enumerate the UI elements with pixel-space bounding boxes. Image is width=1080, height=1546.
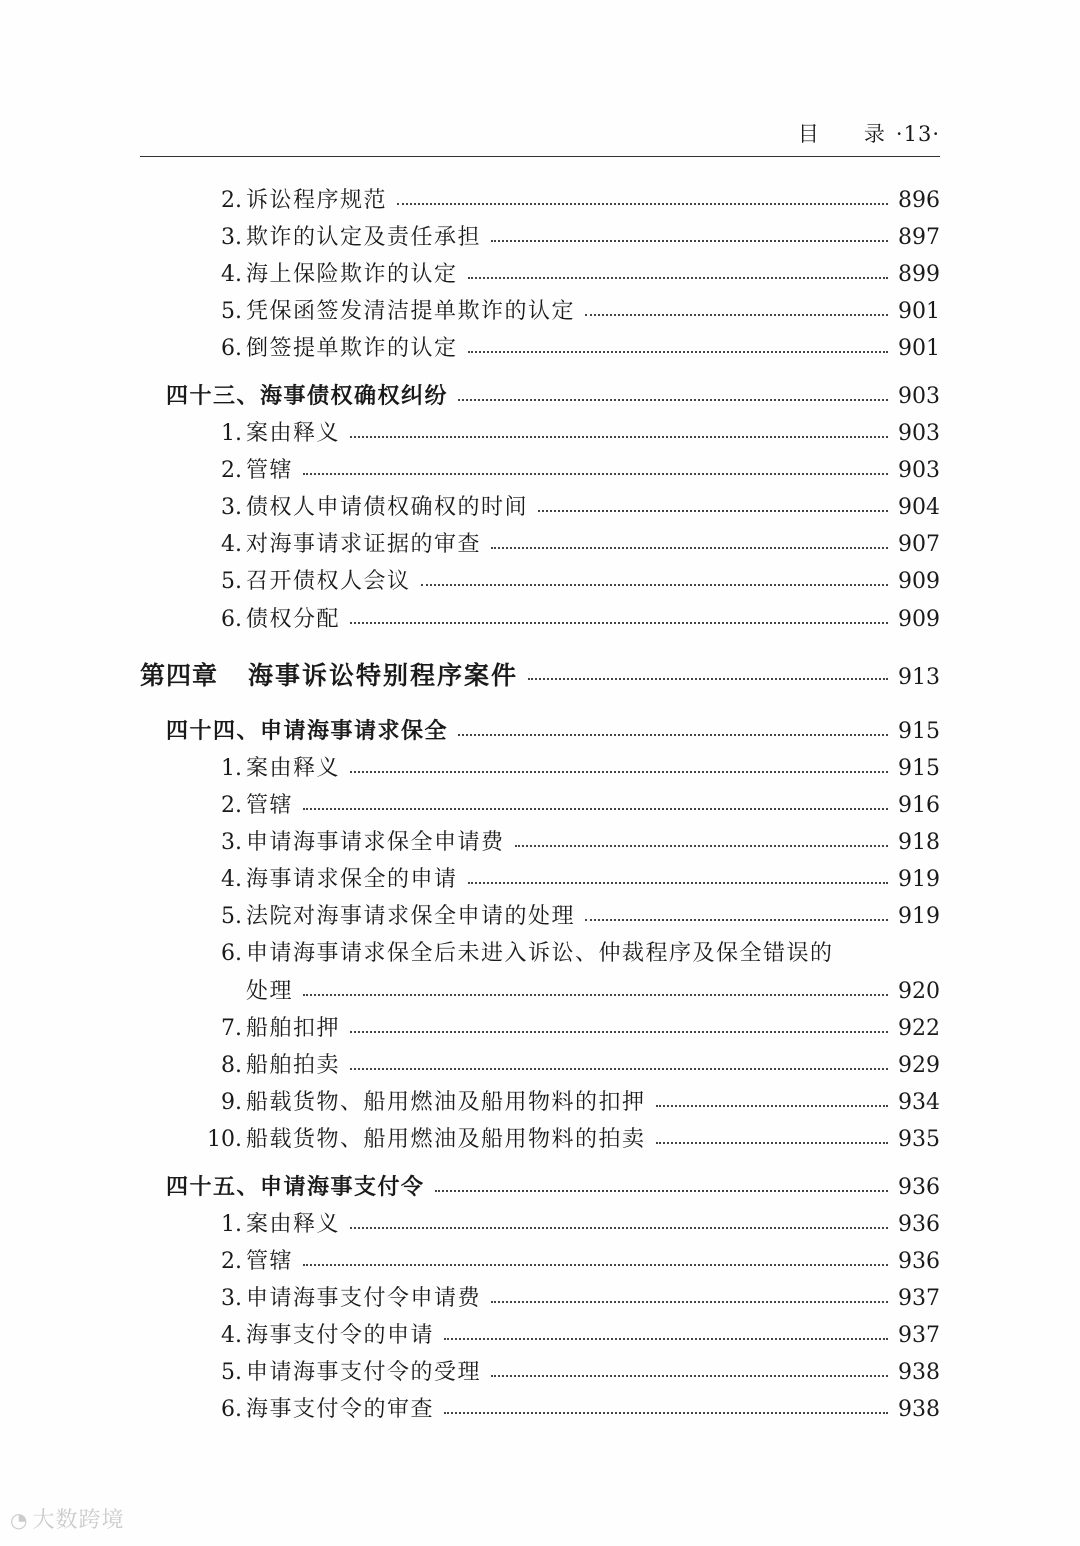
entry-number: 2. [221,458,242,483]
entry-title: 海事请求保全的申请 [246,867,458,892]
dot-leader [350,622,888,624]
entry-number: 3. [221,225,242,250]
entry-page: 909 [898,607,940,632]
entry-page: 936 [898,1175,940,1200]
toc-entry[interactable] [212,865,940,895]
entry-page: 916 [898,793,940,818]
entry-page: 896 [898,188,940,213]
dot-leader [468,882,888,884]
entry-title: 处理 [246,979,294,1004]
toc-entry[interactable] [212,186,940,216]
entry-number: 3. [221,495,242,520]
dot-leader [444,1412,888,1414]
dot-leader [515,845,888,847]
toc-entry[interactable] [212,223,940,253]
entry-page: 922 [898,1016,940,1041]
entry-page: 919 [898,904,940,929]
entry-page: 903 [898,458,940,483]
entry-page: 897 [898,225,940,250]
entry-page: 901 [898,299,940,324]
entry-title: 海上保险欺诈的认定 [246,262,458,287]
watermark [10,1503,124,1534]
entry-page: 903 [898,384,940,409]
section-title: 四十五、申请海事支付令 [166,1175,425,1200]
entry-number: 4. [221,532,242,557]
section-title: 四十四、申请海事请求保全 [166,719,449,744]
entry-page: 907 [898,532,940,557]
entry-page: 929 [898,1053,940,1078]
entry-number: 4. [221,262,242,287]
entry-title: 倒签提单欺诈的认定 [246,336,458,361]
header-label-2: 录 [863,122,886,146]
toc-chapter-entry[interactable] [140,661,940,691]
entry-number: 5. [221,299,242,324]
dot-leader [350,1031,888,1033]
dot-leader [350,1068,888,1070]
entry-page: 913 [898,665,940,690]
entry-title: 案由释义 [246,756,341,781]
entry-page: 936 [898,1212,940,1237]
dot-leader [444,1338,888,1340]
dot-leader [656,1142,888,1144]
toc-entry[interactable] [212,754,940,784]
entry-title: 船舶扣押 [246,1016,341,1041]
dot-leader [303,994,888,996]
header-page-number: ·13· [895,122,940,146]
entry-page: 934 [898,1090,940,1115]
entry-title: 法院对海事请求保全申请的处理 [246,904,576,929]
entry-title: 申请海事请求保全后未进入诉讼、仲裁程序及保全错误的 [246,941,834,966]
toc-entry[interactable] [212,419,940,449]
toc-entry[interactable] [212,334,940,364]
entry-page: 904 [898,495,940,520]
entry-title: 申请海事请求保全申请费 [246,830,505,855]
toc-entry[interactable] [212,1051,940,1081]
entry-page: 938 [898,1397,940,1422]
toc-entry[interactable] [212,902,940,932]
chapter-label: 第四章 [140,661,219,690]
toc-entry[interactable] [202,1125,940,1155]
dot-leader [468,277,888,279]
entry-number: 6. [221,941,242,966]
toc-entry[interactable] [212,828,940,858]
entry-number: 5. [221,569,242,594]
entry-page: 915 [898,719,940,744]
entry-title: 案由释义 [246,1212,341,1237]
entry-number: 8. [221,1053,242,1078]
toc-entry[interactable] [212,605,940,635]
toc-entry[interactable] [212,1088,940,1118]
toc-entry-continuation[interactable] [246,977,940,1007]
entry-page: 915 [898,756,940,781]
entry-title: 对海事请求证据的审查 [246,532,482,557]
dot-leader [458,399,888,401]
entry-number: 1. [221,1212,242,1237]
dot-leader [303,808,888,810]
entry-title: 债权人申请债权确权的时间 [246,495,529,520]
toc-entry[interactable] [212,456,940,486]
toc-entry[interactable] [212,1210,940,1240]
entry-title: 案由释义 [246,421,341,446]
entry-title: 申请海事支付令的受理 [246,1360,482,1385]
entry-number: 1. [221,756,242,781]
entry-title: 管辖 [246,458,294,483]
watermark-text: 大数跨境 [32,1508,125,1533]
entry-title: 欺诈的认定及责任承担 [246,225,482,250]
entry-number: 10. [207,1127,242,1152]
toc-section-entry[interactable] [166,717,940,747]
entry-number: 3. [221,830,242,855]
dot-leader [303,1264,888,1266]
toc-entry[interactable] [212,1321,940,1351]
entry-page: 909 [898,569,940,594]
entry-page: 935 [898,1127,940,1152]
dot-leader [350,1227,888,1229]
entry-number: 5. [221,904,242,929]
dot-leader [491,1301,888,1303]
toc-entry[interactable] [212,1358,940,1388]
dot-leader [528,678,888,680]
entry-number: 6. [221,1397,242,1422]
header-rule [140,156,940,157]
toc-section-entry[interactable] [166,1173,940,1203]
entry-number: 4. [221,1323,242,1348]
dot-leader [491,1375,888,1377]
dot-leader [458,734,888,736]
entry-title: 海事支付令的申请 [246,1323,435,1348]
watermark-logo-icon: ◔ [10,1508,29,1532]
toc-entry[interactable] [212,1284,940,1314]
toc-entry[interactable] [212,567,940,597]
dot-leader [491,240,888,242]
toc-entry[interactable] [212,1014,940,1044]
entry-title: 申请海事支付令申请费 [246,1286,482,1311]
entry-title: 船舶拍卖 [246,1053,341,1078]
entry-page: 918 [898,830,940,855]
entry-title: 凭保函签发清洁提单欺诈的认定 [246,299,576,324]
toc-entry[interactable] [212,297,940,327]
entry-title: 管辖 [246,1249,294,1274]
entry-page: 901 [898,336,940,361]
entry-title: 船载货物、船用燃油及船用物料的扣押 [246,1090,646,1115]
toc-entry[interactable] [212,493,940,523]
entry-number: 1. [221,421,242,446]
dot-leader [350,436,888,438]
entry-title: 召开债权人会议 [246,569,411,594]
dot-leader [397,203,888,205]
entry-title: 船载货物、船用燃油及船用物料的拍卖 [246,1127,646,1152]
entry-number: 2. [221,793,242,818]
dot-leader [435,1190,888,1192]
entry-page: 936 [898,1249,940,1274]
entry-page: 903 [898,421,940,446]
toc-section-entry[interactable] [166,382,940,412]
entry-number: 2. [221,1249,242,1274]
running-header [140,118,940,148]
dot-leader [656,1105,888,1107]
dot-leader [468,351,888,353]
entry-title: 管辖 [246,793,294,818]
entry-page: 937 [898,1323,940,1348]
dot-leader [491,547,888,549]
entry-number: 5. [221,1360,242,1385]
entry-page: 919 [898,867,940,892]
entry-number: 3. [221,1286,242,1311]
toc-entry[interactable] [212,530,940,560]
entry-page: 920 [898,979,940,1004]
toc-entry[interactable] [212,260,940,290]
entry-number: 7. [221,1016,242,1041]
entry-page: 938 [898,1360,940,1385]
entry-number: 6. [221,607,242,632]
entry-number: 9. [221,1090,242,1115]
entry-title: 海事支付令的审查 [246,1397,435,1422]
dot-leader [585,919,888,921]
entry-page: 937 [898,1286,940,1311]
toc-entry[interactable] [212,1247,940,1277]
chapter-title: 海事诉讼特别程序案件 [248,661,519,690]
entry-title: 诉讼程序规范 [246,188,388,213]
entry-number: 6. [221,336,242,361]
entry-number: 2. [221,188,242,213]
entry-title: 债权分配 [246,607,341,632]
entry-number: 4. [221,867,242,892]
header-label-1: 目 [797,122,820,146]
section-title: 四十三、海事债权确权纠纷 [166,384,449,409]
dot-leader [421,584,888,586]
entry-page: 899 [898,262,940,287]
toc-entry[interactable] [212,791,940,821]
dot-leader [538,510,888,512]
dot-leader [585,314,888,316]
toc-entry-wrapped[interactable] [212,939,834,969]
toc-entry[interactable] [212,1395,940,1425]
dot-leader [350,771,888,773]
dot-leader [303,473,888,475]
